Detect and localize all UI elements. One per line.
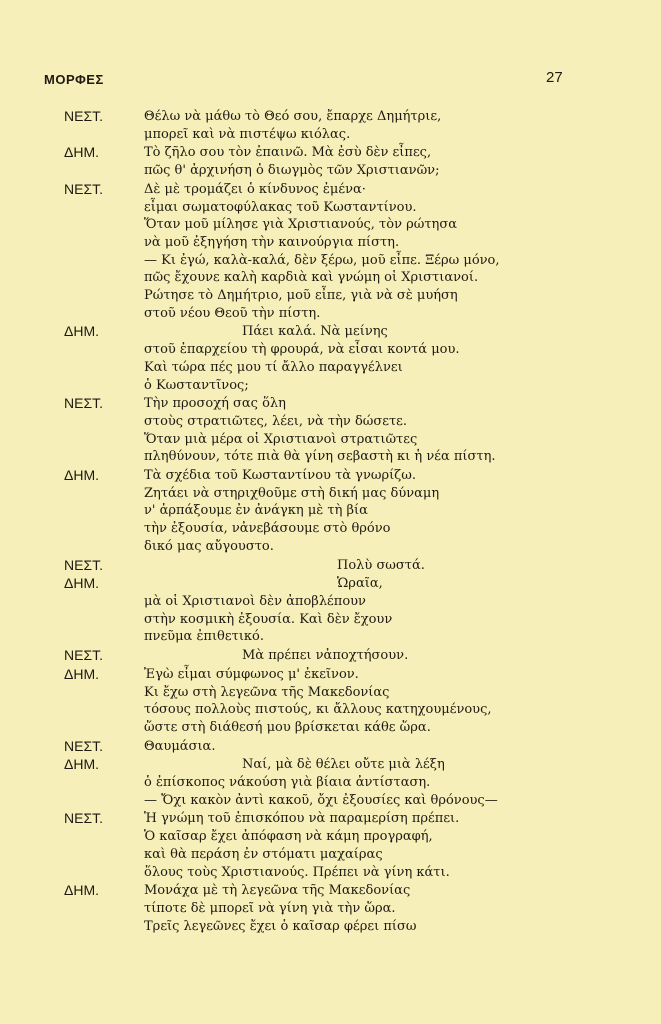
verse-line: Καὶ τώρα πές μου τί ἄλλο παραγγέλνει: [144, 359, 403, 375]
speaker-name: ΝΕΣΤ.: [64, 108, 104, 124]
speech-lines: [144, 882, 604, 935]
verse-line: Ζητάει νὰ στηριχθοῦμε στὴ δική μας δύναμη: [144, 485, 440, 501]
speaker-name: ΔΗΜ.: [64, 665, 100, 682]
verse-line: πληθύνουν, τότε πιὰ θὰ γίνη σεβαστὴ κι ἡ νέα πίστη.: [144, 449, 496, 465]
verse-line: ὁ Κωσταντῖνος;: [144, 377, 249, 393]
speaker-name: ΔΗΜ.: [64, 575, 100, 592]
speaker-name: ΔΗΜ.: [64, 882, 100, 899]
verse-line: μπορεῖ καὶ νὰ πιστέψω κιόλας.: [144, 126, 351, 142]
verse-line: Ναί, μὰ δὲ θέλει οὔτε μιὰ λέξη: [242, 757, 445, 773]
speaker-name: ΔΗΜ.: [64, 467, 100, 484]
dialogue-entry: [64, 467, 604, 556]
verse-line: εἶμαι σωματοφύλακας τοῦ Κωσταντίνου.: [144, 199, 417, 215]
speaker-name: ΝΕΣΤ.: [64, 180, 104, 197]
dialogue-entry: [64, 810, 604, 881]
speaker-name: ΔΗΜ.: [64, 144, 100, 161]
dialogue-entry: [64, 144, 604, 179]
verse-line: ὁ ἐπίσκοπος νάκούση γιὰ βίαια ἀντίσταση.: [144, 775, 431, 791]
dialogue-entry: [64, 395, 604, 466]
verse-line: μὰ οἱ Χριστιανοὶ δὲν ἀποβλέπουν: [144, 593, 366, 609]
verse-line: Κι ἔχω στὴ λεγεῶνα τῆς Μακεδονίας: [144, 684, 390, 700]
dialogue-entry: [64, 756, 604, 809]
dialogue-entry: [64, 738, 604, 756]
verse-line: ν' ἁρπάξουμε ἐν ἀνάγκη μὲ τὴ βία: [144, 503, 368, 519]
verse-line: ὅλους τοὺς Χριστιανούς. Πρέπει νὰ γίνη κάτι.: [144, 864, 450, 880]
speech-lines: [144, 810, 604, 881]
verse-line: Τρεῖς λεγεῶνες ἔχει ὁ καῖσαρ φέρει πίσω: [144, 918, 417, 934]
verse-line: πῶς θ' ἀρχινήση ὁ διωγμὸς τῶν Χριστιανῶν;: [144, 163, 440, 179]
speech-lines: [144, 108, 604, 143]
verse-line: στὴν κοσμικὴ ἐξουσία. Καὶ δὲν ἔχουν: [144, 611, 393, 627]
speaker-name: ΝΕΣΤ.: [64, 556, 104, 573]
verse-line: — Ὄχι κακὸν ἀντὶ κακοῦ, ὄχι ἐξουσίες καὶ θρόνους—: [144, 792, 498, 808]
speech-lines: [144, 557, 604, 575]
dialogue-entry: [64, 666, 604, 737]
dialogue-entry: [64, 882, 604, 935]
dialogue-entry: [64, 647, 604, 665]
verse-line: Ὅταν μοῦ μίλησε γιὰ Χριστιανούς, τὸν ρώτησα: [144, 217, 457, 233]
dialogue-entry: [64, 108, 604, 143]
verse-line: Ἡ γνώμη τοῦ ἐπισκόπου νὰ παραμερίση πρέπει.: [144, 811, 460, 827]
verse-line: πῶς ἔχουνε καλὴ καρδιὰ καὶ γνώμη οἱ Χριστιανοί.: [144, 270, 479, 286]
verse-line: Πάει καλά. Νὰ μείνης: [242, 324, 388, 340]
dialogue-entry: [64, 181, 604, 323]
speaker-name: ΝΕΣΤ.: [64, 810, 104, 827]
speaker-name: ΔΗΜ.: [64, 756, 100, 773]
verse-line: Ὁ καῖσαρ ἔχει ἀπόφαση νὰ κάμη προγραφή,: [144, 829, 433, 845]
speech-lines: [144, 467, 604, 556]
running-head: ΜΟΡΦΕΣ: [44, 72, 104, 87]
speech-lines: [144, 756, 604, 809]
verse-line: στοῦ νέου Θεοῦ τὴν πίστη.: [144, 305, 321, 321]
verse-line: Ὅταν μιὰ μέρα οἱ Χριστιανοὶ στρατιῶτες: [144, 431, 418, 447]
speech-lines: [144, 181, 604, 323]
verse-line: Ἐγὼ εἶμαι σύμφωνος μ' ἐκεῖνον.: [144, 666, 359, 682]
speech-lines: [144, 323, 604, 394]
speech-lines: [144, 395, 604, 466]
verse-line: Τὰ σχέδια τοῦ Κωσταντίνου τὰ γνωρίζω.: [144, 468, 416, 484]
verse-line: Δὲ μὲ τρομάζει ὁ κίνδυνος ἐμένα·: [144, 181, 366, 197]
dialogue-entry: [64, 323, 604, 394]
verse-line: — Κι ἐγώ, καλὰ-καλά, δὲν ξέρω, μοῦ εἶπε. Ξέρω μόνο,: [144, 252, 500, 268]
dialogue-entry: [64, 575, 604, 646]
verse-line: Μὰ πρέπει νἀποχτήσουν.: [242, 648, 409, 664]
verse-line: στοῦ ἐπαρχείου τὴ φρουρά, νὰ εἶσαι κοντά μου.: [144, 342, 460, 358]
verse-line: Ὡραῖα,: [337, 576, 383, 592]
dialogue-entry: [64, 557, 604, 575]
verse-line: Πολὺ σωστά.: [337, 557, 425, 573]
verse-line: Μονάχα μὲ τὴ λεγεῶνα τῆς Μακεδονίας: [144, 883, 411, 899]
verse-line: καὶ θὰ περάση ἐν στόματι μαχαίρας: [144, 846, 383, 862]
speaker-name: ΝΕΣΤ.: [64, 737, 104, 754]
verse-line: Θέλω νὰ μάθω τὸ Θεό σου, ἔπαρχε Δημήτριε,: [144, 109, 442, 124]
verse-line: Θαυμάσια.: [144, 738, 216, 754]
speech-lines: [144, 738, 604, 756]
verse-line: νὰ μοῦ ἐξηγήση τὴν καινούργια πίστη.: [144, 234, 400, 250]
speech-lines: [144, 575, 604, 646]
play-dialogue: [64, 108, 604, 936]
speech-lines: [144, 666, 604, 737]
speaker-name: ΔΗΜ.: [64, 323, 100, 340]
speaker-name: ΝΕΣΤ.: [64, 395, 104, 412]
speech-lines: [144, 647, 604, 665]
page-number: 27: [546, 69, 563, 86]
verse-line: στοὺς στρατιῶτες, λέει, νὰ τὴν δώσετε.: [144, 413, 408, 429]
verse-line: ὥστε στὴ διάθεσή μου βρίσκεται κάθε ὥρα.: [144, 719, 431, 735]
verse-line: τόσους πολλοὺς πιστούς, κι ἄλλους κατηχουμένους,: [144, 702, 492, 718]
verse-line: Τὴν προσοχή σας ὅλη: [144, 396, 286, 412]
verse-line: Τὸ ζῆλο σου τὸν ἐπαινῶ. Μὰ ἐσὺ δὲν εἶπες,: [144, 145, 432, 161]
verse-line: τὴν ἐξουσία, νἀνεβάσουμε στὸ θρόνο: [144, 521, 391, 537]
speaker-name: ΝΕΣΤ.: [64, 647, 104, 664]
verse-line: δικό μας αὔγουστο.: [144, 538, 274, 554]
speech-lines: [144, 144, 604, 179]
verse-line: πνεῦμα ἐπιθετικό.: [144, 629, 264, 645]
verse-line: τίποτε δὲ μπορεῖ νὰ γίνη γιὰ τὴν ὥρα.: [144, 900, 396, 916]
verse-line: Ρώτησε τὸ Δημήτριο, μοῦ εἶπε, γιὰ νὰ σὲ μυήση: [144, 288, 458, 304]
